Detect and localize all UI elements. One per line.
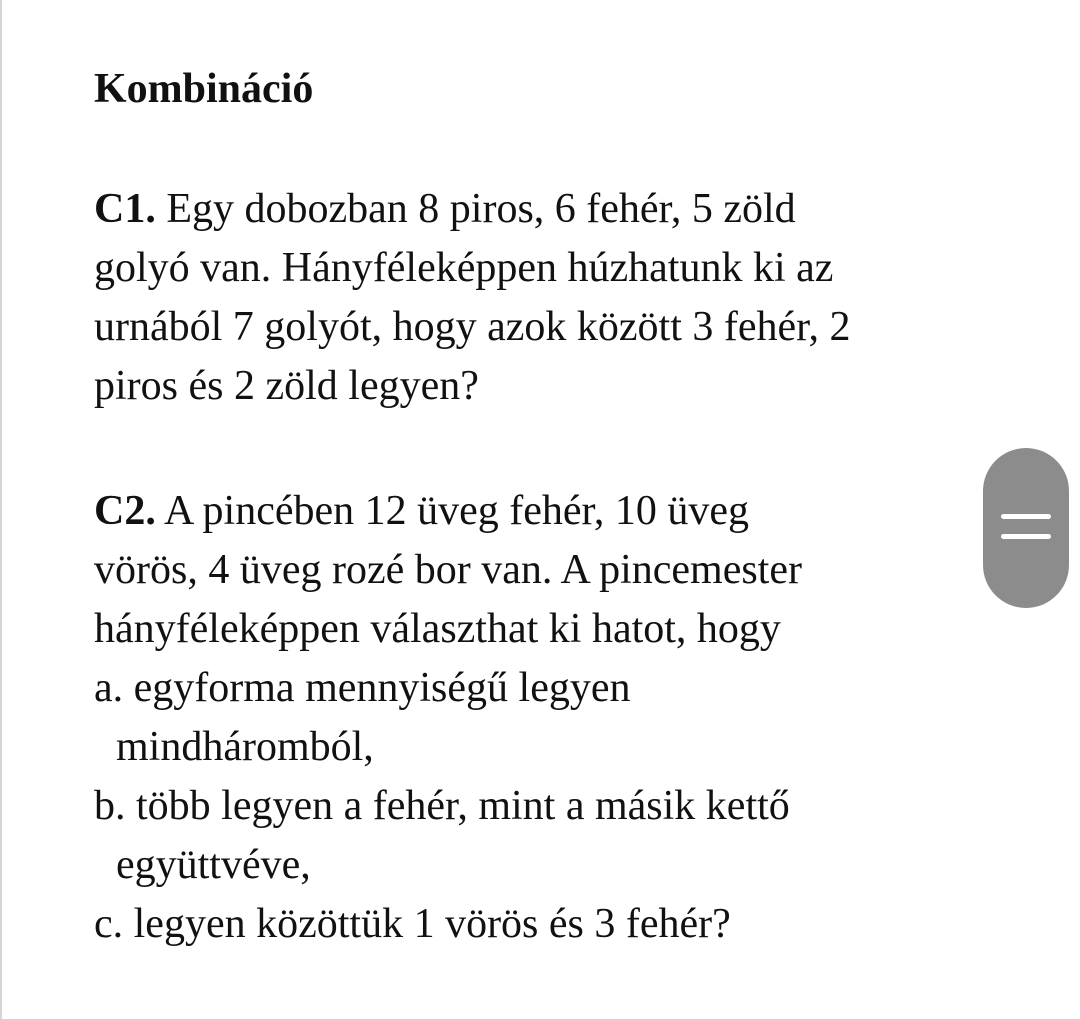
problem-c2-line-2: vörös, 4 üveg rozé bor van. A pincemester — [94, 547, 802, 593]
problem-c2-option-c: c. legyen közöttük 1 vörös és 3 fehér? — [94, 901, 731, 947]
problem-c1 — [94, 180, 974, 416]
problem-c2-option-a-cont: mindháromból, — [116, 724, 374, 770]
problem-c2-line-1 — [94, 482, 974, 541]
drag-grip-icon — [1001, 514, 1051, 519]
section-title: Kombináció — [94, 66, 314, 112]
problem-c1-number: C1. — [94, 186, 156, 232]
problem-c1-line-3: urnából 7 golyót, hogy azok között 3 fehér, 2 — [94, 304, 851, 350]
scroll-handle[interactable] — [983, 448, 1069, 608]
problem-c1-text-1: Egy dobozban 8 piros, 6 fehér, 5 zöld — [155, 186, 796, 232]
problem-c2 — [94, 482, 974, 954]
problem-c2-text-1: A pincében 12 üveg fehér, 10 üveg — [155, 488, 749, 534]
drag-grip-icon-line — [1001, 534, 1051, 539]
problem-c2-option-a: a. egyforma mennyiségű legyen — [94, 665, 631, 711]
problem-c2-option-b-cont: együttvéve, — [116, 842, 311, 888]
problem-c2-line-3: hányféleképpen választhat ki hatot, hogy — [94, 606, 781, 652]
problem-c2-number: C2. — [94, 488, 156, 534]
problem-c1-line-1 — [94, 180, 974, 239]
page-left-edge — [0, 0, 2, 1019]
problem-c2-option-b: b. több legyen a fehér, mint a másik kettő — [94, 783, 790, 829]
problem-c1-line-4: piros és 2 zöld legyen? — [94, 363, 479, 409]
problem-c1-line-2: golyó van. Hányféleképpen húzhatunk ki az — [94, 245, 834, 291]
